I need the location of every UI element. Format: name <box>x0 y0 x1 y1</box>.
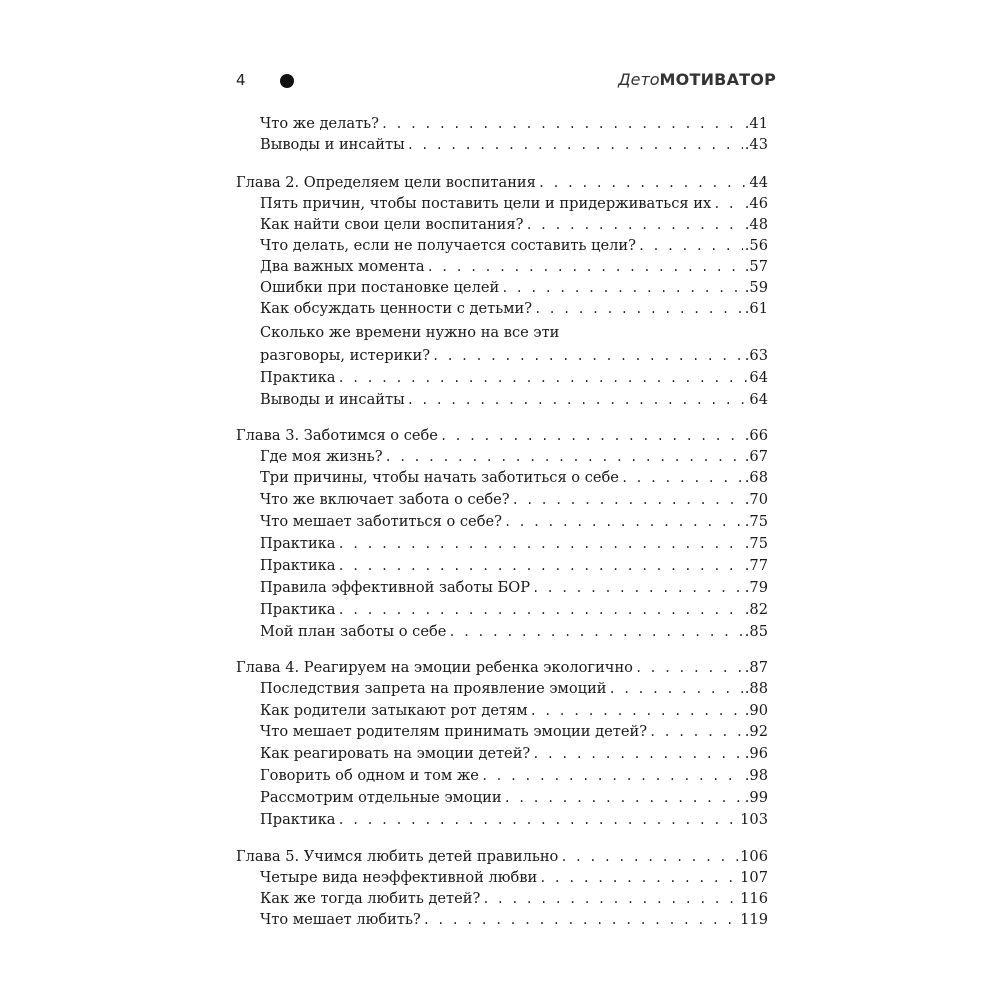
dot-leader <box>512 490 743 510</box>
toc-chapter-title: Глава 4. Реагируем на эмоции ребенка экологично <box>236 659 633 676</box>
toc-entry-title: Два важных момента <box>260 258 425 275</box>
page-header <box>236 68 776 94</box>
toc-entry-title: Как обсуждать ценности с детьми? <box>260 300 533 317</box>
dot-leader <box>532 578 743 598</box>
toc-entry-title: Как родители затыкают рот детям <box>260 702 528 719</box>
toc-entry-title: Рассмотрим отдельные эмоции <box>260 789 502 806</box>
toc-entry-page: .41 <box>744 115 768 132</box>
toc-chapter-title: Глава 2. Определяем цели воспитания <box>236 174 536 191</box>
toc-chapter-title: Глава 3. Заботимся о себе <box>236 427 438 444</box>
toc-entry-page: .59 <box>744 279 768 296</box>
toc-chapter-page: .87 <box>744 659 768 676</box>
dot-leader <box>504 788 743 808</box>
toc-entry-page: .63 <box>744 347 768 364</box>
dot-leader <box>609 679 743 699</box>
toc-entry-page: .70 <box>744 491 768 508</box>
toc-entry-page: .90 <box>744 702 768 719</box>
dot-leader <box>423 910 738 930</box>
dot-leader <box>560 847 738 867</box>
toc-entry-page: .99 <box>744 789 768 806</box>
dot-leader <box>440 426 743 446</box>
toc-entry-title: Как же тогда любить детей? <box>260 890 481 907</box>
toc-chapter-entry[interactable] <box>236 657 768 678</box>
toc-entry[interactable] <box>260 489 768 510</box>
toc-chapter-entry[interactable] <box>236 846 768 867</box>
dot-leader <box>407 135 743 155</box>
toc-entry[interactable] <box>260 888 768 909</box>
toc-entry[interactable] <box>260 599 768 620</box>
toc-entry-page: .67 <box>744 448 768 465</box>
toc-entry[interactable] <box>260 700 768 721</box>
running-title-italic: Дето <box>618 70 660 89</box>
toc-entry-title: Что делать, если не получается составить цели? <box>260 237 636 254</box>
toc-entry[interactable] <box>260 809 768 830</box>
toc-entry-page: 119 <box>740 911 768 928</box>
bullet-dot-icon <box>280 74 294 88</box>
toc-entry[interactable] <box>260 113 768 134</box>
toc-entry[interactable] <box>260 446 768 467</box>
toc-entry-page: 107 <box>740 869 768 886</box>
toc-entry[interactable] <box>260 533 768 554</box>
toc-entry-page: 103 <box>740 811 768 828</box>
toc-entry-title: Что мешает любить? <box>260 911 421 928</box>
toc-entry-page: .88 <box>744 680 768 697</box>
toc-entry[interactable] <box>260 678 768 699</box>
dot-leader <box>504 512 743 532</box>
toc-entry-title: Правила эффективной заботы БОР <box>260 579 531 596</box>
dot-leader <box>649 722 743 742</box>
dot-leader <box>635 658 743 678</box>
toc-entry[interactable] <box>260 214 768 235</box>
toc-entry-page: .79 <box>744 579 768 596</box>
toc-entry[interactable] <box>260 298 768 319</box>
toc-entry-page: .96 <box>744 745 768 762</box>
toc-entry[interactable] <box>260 787 768 808</box>
toc-entry-title: Последствия запрета на проявление эмоций <box>260 680 607 697</box>
toc-entry[interactable] <box>260 389 768 410</box>
dot-leader <box>427 257 743 277</box>
toc-entry-title: Как реагировать на эмоции детей? <box>260 745 531 762</box>
toc-entry[interactable] <box>260 909 768 930</box>
dot-leader <box>448 622 742 642</box>
toc-entry[interactable] <box>260 765 768 786</box>
toc-entry-title: Где моя жизнь? <box>260 448 383 465</box>
toc-entry-title: Практика <box>260 811 336 828</box>
toc-entry-title: Практика <box>260 535 336 552</box>
page-number: 4 <box>236 71 246 89</box>
dot-leader <box>638 236 743 256</box>
toc-entry[interactable] <box>260 134 768 155</box>
toc-entry-page: .56 <box>744 237 768 254</box>
dot-leader <box>482 889 738 909</box>
toc-entry-page: .57 <box>744 258 768 275</box>
toc-entry-title: Три причины, чтобы начать заботиться о себе <box>260 469 619 486</box>
dot-leader <box>338 600 743 620</box>
toc-entry-page: .46 <box>744 195 768 212</box>
toc-chapter-page: 106 <box>740 848 768 865</box>
toc-entry[interactable] <box>260 367 768 388</box>
dot-leader <box>381 114 743 134</box>
toc-entry-page: .77 <box>744 557 768 574</box>
dot-leader <box>539 868 738 888</box>
toc-entry-page: .98 <box>744 767 768 784</box>
dot-leader <box>338 810 739 830</box>
toc-entry-title: Выводы и инсайты <box>260 136 405 153</box>
toc-entry-page: .75 <box>744 535 768 552</box>
toc-entry-title: Мой план заботы о себе <box>260 623 447 640</box>
toc-entry[interactable] <box>260 621 768 642</box>
toc-entry-page: 64 <box>749 369 768 386</box>
toc-entry[interactable] <box>260 277 768 298</box>
dot-leader <box>525 215 742 235</box>
toc-entry[interactable] <box>260 467 768 488</box>
toc-entry[interactable] <box>260 256 768 277</box>
toc-entry-title: Ошибки при постановке целей <box>260 279 500 296</box>
toc-entry[interactable] <box>260 577 768 598</box>
toc-entry-page: .92 <box>744 723 768 740</box>
toc-entry-page: .85 <box>744 623 768 640</box>
toc-entry-page: .48 <box>744 216 768 233</box>
dot-leader <box>338 556 743 576</box>
dot-leader <box>338 368 748 388</box>
toc-entry-page: .75 <box>744 513 768 530</box>
toc-entry-title: Четыре вида неэффективной любви <box>260 869 538 886</box>
running-title-bold: МОТИВАТОР <box>659 70 776 89</box>
toc-entry-title: Что мешает заботиться о себе? <box>260 513 502 530</box>
toc-entry-title-line1[interactable]: Сколько же времени нужно на все эти <box>260 324 560 341</box>
toc-entry-title: Что же делать? <box>260 115 379 132</box>
toc-entry-title: Что мешает родителям принимать эмоции детей? <box>260 723 648 740</box>
toc-entry[interactable] <box>260 235 768 256</box>
toc-chapter-entry[interactable] <box>236 425 768 446</box>
dot-leader <box>538 173 748 193</box>
dot-leader <box>532 744 743 764</box>
toc-entry-page: .61 <box>744 300 768 317</box>
toc-chapter-title: Глава 5. Учимся любить детей правильно <box>236 848 559 865</box>
toc-chapter-entry[interactable] <box>236 172 768 193</box>
dot-leader <box>407 390 748 410</box>
toc-entry-title: Практика <box>260 369 336 386</box>
toc-entry[interactable] <box>260 867 768 888</box>
toc-entry-title: Пять причин, чтобы поставить цели и придерживаться их <box>260 195 712 212</box>
running-title <box>618 68 776 92</box>
toc-entry[interactable] <box>260 721 768 742</box>
dot-leader <box>621 468 743 488</box>
toc-entry[interactable] <box>260 743 768 764</box>
toc-entry[interactable] <box>260 511 768 532</box>
toc-entry-title: Что же включает забота о себе? <box>260 491 510 508</box>
toc-entry[interactable] <box>260 555 768 576</box>
toc-chapter-page: 44 <box>749 174 768 191</box>
toc-entry-page: 64 <box>749 391 768 408</box>
toc-entry-title: Говорить об одном и том же <box>260 767 479 784</box>
dot-leader <box>385 447 743 467</box>
toc-entry-title: Практика <box>260 601 336 618</box>
toc-entry-title: Как найти свои цели воспитания? <box>260 216 524 233</box>
toc-entry[interactable] <box>260 193 768 214</box>
dot-leader <box>530 701 743 721</box>
dot-leader <box>713 194 743 214</box>
dot-leader <box>534 299 743 319</box>
toc-entry-page: 116 <box>740 890 768 907</box>
dot-leader <box>338 534 743 554</box>
dot-leader <box>432 346 743 366</box>
toc-entry-page: .43 <box>744 136 768 153</box>
toc-entry[interactable] <box>260 345 768 366</box>
dot-leader <box>481 766 743 786</box>
toc-entry-title: Практика <box>260 557 336 574</box>
dot-leader <box>501 278 743 298</box>
toc-entry-page: .82 <box>744 601 768 618</box>
toc-entry-title: Выводы и инсайты <box>260 391 405 408</box>
toc-chapter-page: .66 <box>744 427 768 444</box>
toc-entry-page: .68 <box>744 469 768 486</box>
toc-entry-title: разговоры, истерики? <box>260 347 431 364</box>
